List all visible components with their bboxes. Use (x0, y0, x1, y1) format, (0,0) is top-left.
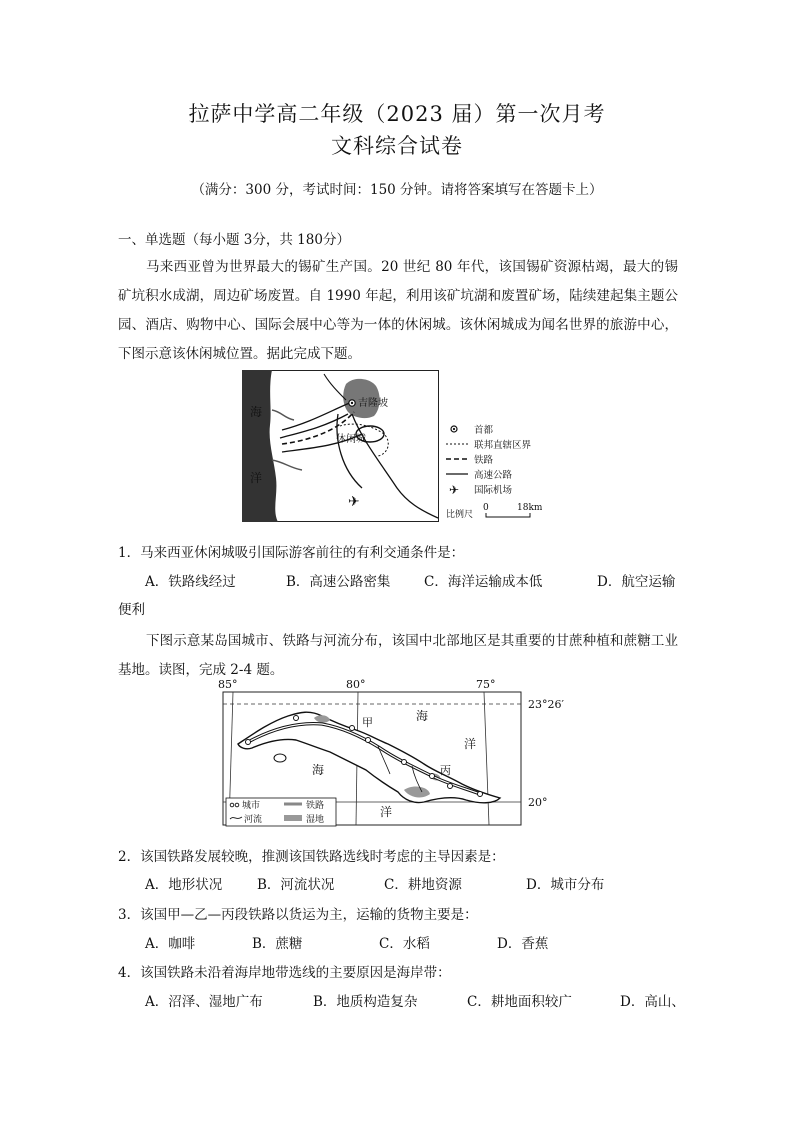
q2-option-c: C．耕地资源 (384, 877, 462, 893)
exam-subtitle: 文科综合试卷 (331, 134, 463, 158)
legend-capital: 首都 (474, 425, 494, 436)
legend-airport: 国际机场 (474, 485, 513, 496)
q3-option-d: D．香蕉 (497, 936, 549, 952)
passage-2: 下图示意某岛国城市、铁路与河流分布，该国中北部地区是其重要的甘蔗种植和蔗糖工业基地。读图，完成 2-4 题。 (118, 633, 678, 678)
q1-option-d-continued: 便利 (118, 602, 145, 618)
legend-wetland: 湿地 (306, 815, 325, 825)
q3-option-c: C．水稻 (379, 936, 430, 952)
q3-option-a: A．咖啡 (145, 936, 196, 952)
lon-80-label: 80° (346, 678, 366, 691)
q1-option-b: B．高速公路密集 (286, 574, 391, 590)
legend-airport-icon: ✈ (449, 483, 460, 497)
q3-option-b: B．蔗糖 (252, 936, 303, 952)
legend-railway: 铁路 (306, 801, 325, 811)
map2-sea-char-1: 海 (416, 709, 429, 723)
leisure-city-location-map (242, 370, 542, 522)
lat-tropic-label: 23°26′ (528, 698, 564, 711)
q1-option-d: D．航空运输 (597, 574, 676, 590)
q2-option-b: B．河流状况 (257, 877, 335, 893)
q4-option-c: C．耕地面积较广 (467, 994, 572, 1010)
island-country-map (218, 678, 580, 828)
map2-sea-char-2: 洋 (464, 737, 477, 751)
section-heading: 一、单选题（每小题 3分，共 180分） (118, 232, 350, 248)
lat-20-label: 20° (528, 796, 548, 809)
legend-river: 河流 (244, 815, 263, 825)
map1-sea-char-1: 海 (250, 405, 263, 419)
place-bing-label: 丙 (440, 764, 451, 777)
exam-instructions: （满分：300 分，考试时间：150 分钟。请将答案填写在答题卡上） (191, 182, 603, 198)
question-1-stem: 1．马来西亚休闲城吸引国际游客前往的有利交通条件是： (118, 545, 465, 561)
scale-start: 0 (483, 503, 489, 513)
q2-option-d: D．城市分布 (526, 877, 605, 893)
map1-sea-char-2: 洋 (250, 471, 263, 485)
place-jia-label: 甲 (362, 716, 373, 729)
q4-option-b: B．地质构造复杂 (313, 994, 418, 1010)
q4-option-d: D．高山、 (620, 994, 685, 1010)
q1-option-a: A．铁路线经过 (145, 574, 236, 590)
legend-boundary: 联邦直辖区界 (474, 440, 532, 451)
map2-sea-char-4: 洋 (380, 805, 393, 819)
capital-label: 吉隆坡 (358, 398, 388, 409)
legend-highway: 高速公路 (474, 470, 513, 481)
passage-1: 马来西亚曾为世界最大的锡矿生产国。20 世纪 80 年代，该国锡矿资源枯竭，最大的锡矿坑积水成湖，周边矿场废置。自 1990 年起，利用该矿坑湖和废置矿场，陆续建起集主题公园、酒店、购物中心、国际会展中心等为一体的休闲城。该休闲城成为闻名世界的旅游中心，下图示意该休闲城位置。据此完成下题。 (118, 259, 678, 362)
q1-option-c: C．海洋运输成本低 (424, 574, 543, 590)
question-3-stem: 3．该国甲—乙—丙段铁路以货运为主，运输的货物主要是： (118, 907, 478, 923)
question-4-stem: 4．该国铁路未沿着海岸地带选线的主要原因是海岸带： (118, 965, 451, 981)
legend-railway: 铁路 (474, 455, 494, 466)
airport-icon: ✈ (348, 494, 360, 510)
lon-85-label: 85° (218, 678, 238, 691)
question-2-stem: 2．该国铁路发展较晚，推测该国铁路选线时考虑的主导因素是： (118, 849, 505, 865)
q4-option-a: A．沼泽、湿地广布 (145, 994, 263, 1010)
map2-sea-char-3: 海 (312, 763, 325, 777)
legend-city: 城市 (242, 801, 261, 811)
scale-end: 18km (517, 503, 542, 513)
scale-label: 比例尺 (446, 510, 474, 520)
scale-bar (486, 513, 530, 517)
leisure-city-label: 休闲城 (336, 434, 366, 445)
exam-title: 拉萨中学高二年级（2023 届）第一次月考 (188, 102, 606, 126)
lon-75-label: 75° (476, 678, 496, 691)
q2-option-a: A．地形状况 (145, 877, 223, 893)
